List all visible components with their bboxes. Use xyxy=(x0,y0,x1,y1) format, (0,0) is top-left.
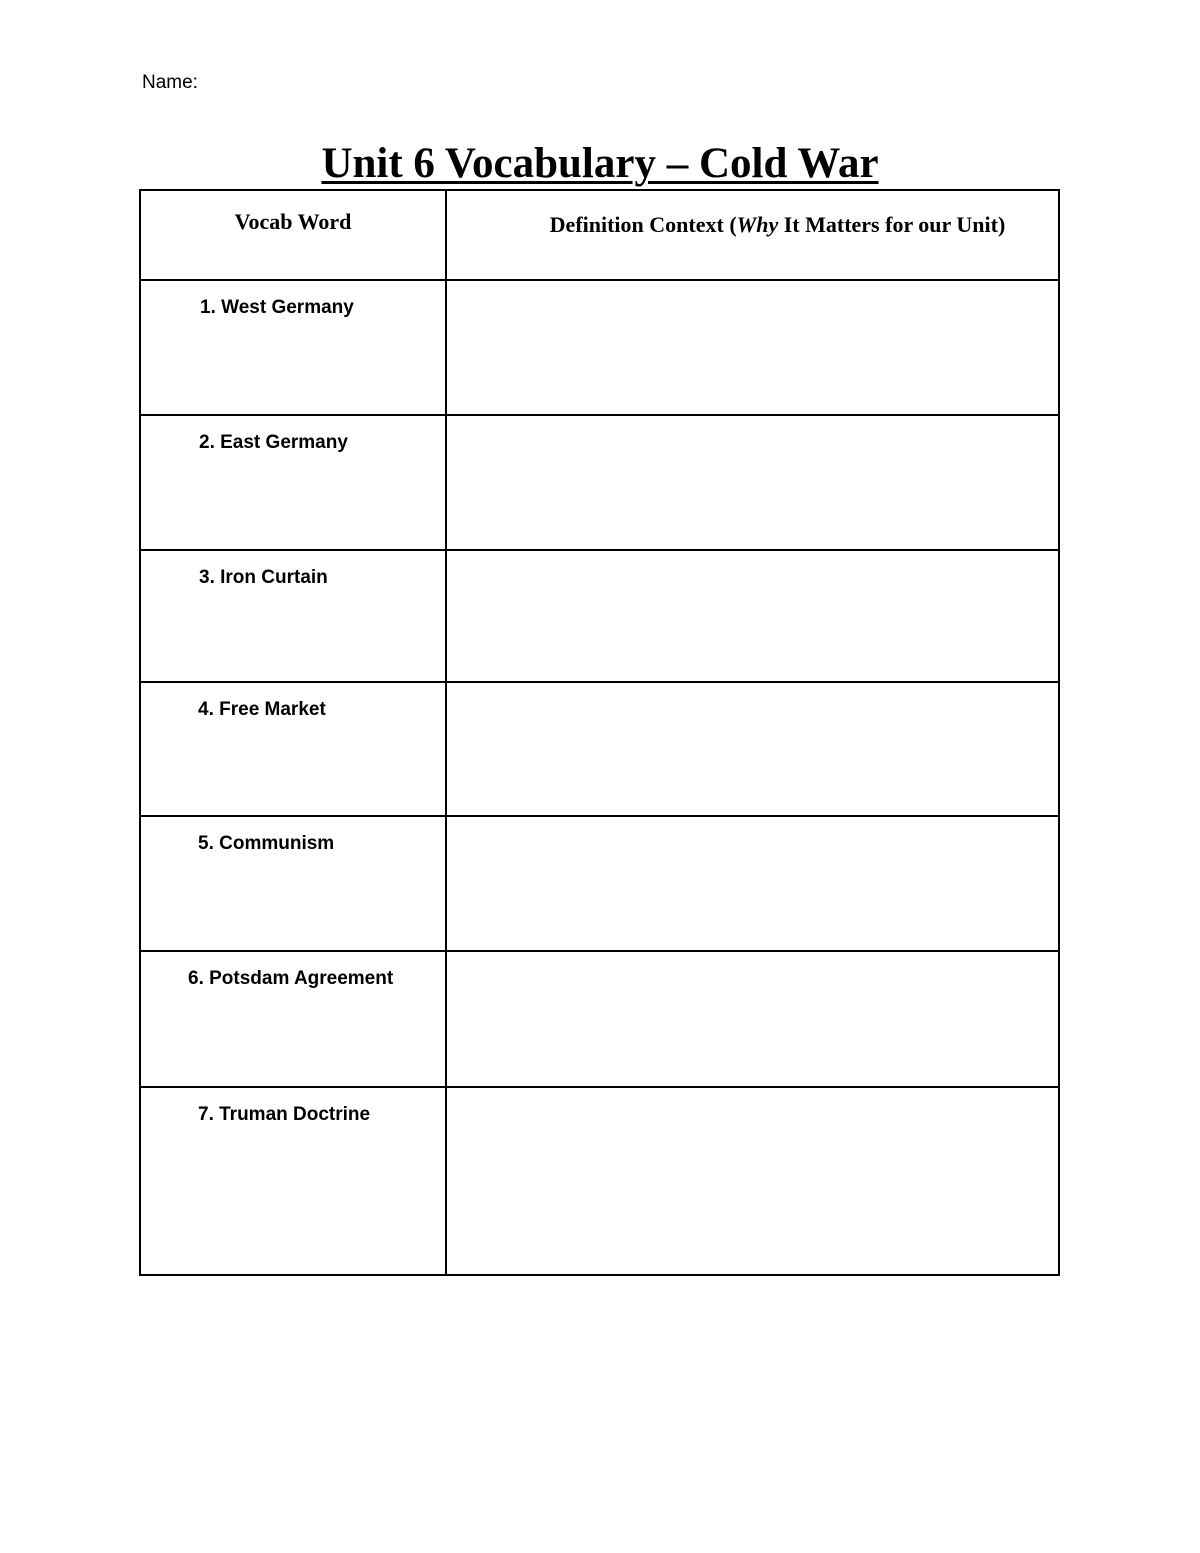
term-cell xyxy=(140,280,446,415)
definition-cell[interactable] xyxy=(446,816,1059,951)
term-label: 2. East Germany xyxy=(199,432,348,453)
term-label: 7. Truman Doctrine xyxy=(198,1104,371,1125)
term-cell xyxy=(140,1087,446,1275)
term-cell xyxy=(140,816,446,951)
term-label: 5. Communism xyxy=(198,833,335,854)
term-label: 6. Potsdam Agreement xyxy=(188,968,394,989)
table-row xyxy=(140,415,1059,550)
definition-cell[interactable] xyxy=(446,550,1059,682)
header-def-part2: It Matters for our Unit) xyxy=(778,212,1006,237)
table-row xyxy=(140,280,1059,415)
term-label: 1. West Germany xyxy=(200,297,354,318)
term-cell xyxy=(140,682,446,816)
table-row xyxy=(140,682,1059,816)
definition-cell[interactable] xyxy=(446,1087,1059,1275)
header-definition-context xyxy=(446,190,1059,280)
page-title xyxy=(0,139,1200,189)
header-def-part1: Definition Context ( xyxy=(549,212,737,237)
definition-cell[interactable] xyxy=(446,682,1059,816)
definition-cell[interactable] xyxy=(446,280,1059,415)
term-cell xyxy=(140,951,446,1087)
table-row xyxy=(140,1087,1059,1275)
term-label: 3. Iron Curtain xyxy=(199,567,328,588)
definition-cell[interactable] xyxy=(446,951,1059,1087)
name-label: Name: xyxy=(142,72,198,93)
table-row xyxy=(140,951,1059,1087)
definition-cell[interactable] xyxy=(446,415,1059,550)
term-cell xyxy=(140,550,446,682)
table-header-row xyxy=(140,190,1059,280)
term-label: 4. Free Market xyxy=(198,699,326,720)
header-def-italic: Why xyxy=(736,212,779,237)
header-vocab-word: Vocab Word xyxy=(140,190,446,280)
page-title-text: Unit 6 Vocabulary – Cold War xyxy=(321,140,879,187)
vocabulary-table xyxy=(139,189,1060,1276)
term-cell xyxy=(140,415,446,550)
table-row xyxy=(140,550,1059,682)
table-row xyxy=(140,816,1059,951)
